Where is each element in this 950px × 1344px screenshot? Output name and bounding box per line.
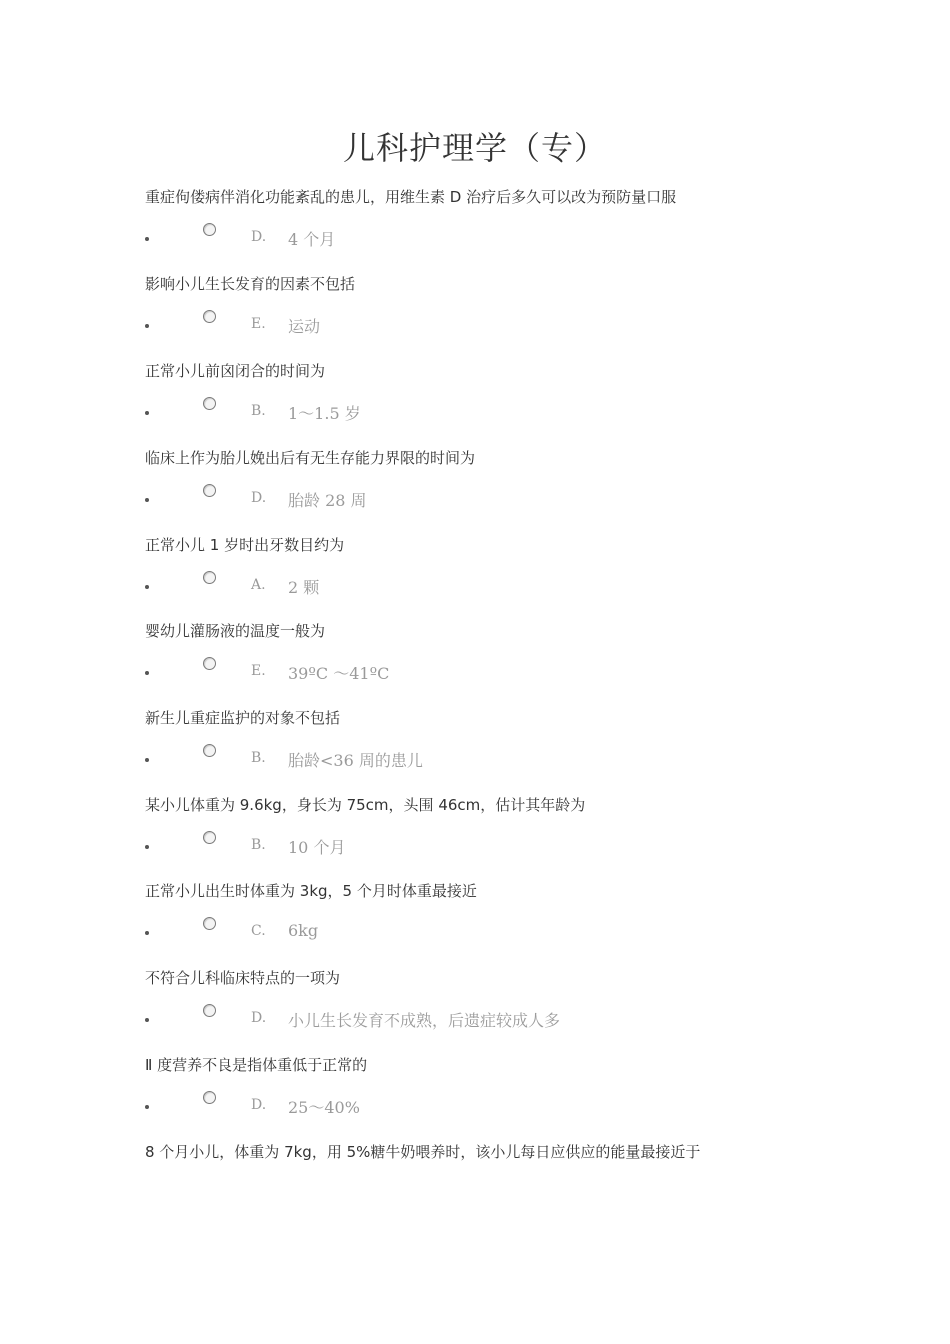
bullet-icon bbox=[145, 845, 149, 849]
option-letter: D. bbox=[251, 1010, 267, 1026]
question-item bbox=[145, 361, 845, 425]
bullet-icon bbox=[145, 671, 149, 675]
answer-option bbox=[145, 835, 845, 859]
answer-option bbox=[145, 575, 845, 599]
option-answer: 6kg bbox=[288, 921, 319, 940]
bullet-icon bbox=[145, 758, 149, 762]
question-text: 8 个月小儿，体重为 7kg，用 5%糖牛奶喂养时，该小儿每日应供应的能量最接近于 bbox=[145, 1143, 701, 1161]
option-letter: E. bbox=[251, 316, 266, 332]
question-item bbox=[145, 1142, 845, 1162]
option-letter: D. bbox=[251, 490, 267, 506]
radio-button-icon[interactable] bbox=[203, 657, 216, 670]
option-answer: 10 个月 bbox=[288, 838, 346, 857]
question-text: 正常小儿 1 岁时出牙数目约为 bbox=[145, 536, 345, 554]
bullet-icon bbox=[145, 931, 149, 935]
question-text: 正常小儿出生时体重为 3kg，5 个月时体重最接近 bbox=[145, 882, 477, 900]
answer-option bbox=[145, 921, 845, 945]
question-item bbox=[145, 621, 845, 685]
question-text: Ⅱ 度营养不良是指体重低于正常的 bbox=[145, 1056, 368, 1074]
question-item bbox=[145, 968, 845, 1032]
question-text: 婴幼儿灌肠液的温度一般为 bbox=[145, 622, 326, 640]
option-letter: B. bbox=[251, 403, 266, 419]
option-letter: D. bbox=[251, 229, 267, 245]
option-answer: 39ºC ～41ºC bbox=[288, 664, 390, 683]
answer-option bbox=[145, 1095, 845, 1119]
radio-button-icon[interactable] bbox=[203, 397, 216, 410]
answer-option bbox=[145, 401, 845, 425]
question-item bbox=[145, 881, 845, 945]
option-answer: 2 颗 bbox=[288, 578, 320, 597]
radio-button-icon[interactable] bbox=[203, 571, 216, 584]
radio-button-icon[interactable] bbox=[203, 310, 216, 323]
question-text: 正常小儿前囟闭合的时间为 bbox=[145, 362, 326, 380]
question-text: 重症佝偻病伴消化功能紊乱的患儿，用维生素 D 治疗后多久可以改为预防量口服 bbox=[145, 188, 677, 206]
bullet-icon bbox=[145, 585, 149, 589]
option-answer: 小儿生长发育不成熟，后遗症较成人多 bbox=[288, 1011, 561, 1030]
option-letter: D. bbox=[251, 1097, 267, 1113]
option-answer: 胎龄 28 周 bbox=[288, 491, 367, 510]
bullet-icon bbox=[145, 324, 149, 328]
option-letter: B. bbox=[251, 837, 266, 853]
radio-button-icon[interactable] bbox=[203, 1004, 216, 1017]
option-answer: 4 个月 bbox=[288, 230, 336, 249]
option-letter: E. bbox=[251, 663, 266, 679]
radio-button-icon[interactable] bbox=[203, 1091, 216, 1104]
radio-button-icon[interactable] bbox=[203, 484, 216, 497]
option-answer: 胎龄<36 周的患儿 bbox=[288, 751, 423, 770]
radio-button-icon[interactable] bbox=[203, 744, 216, 757]
question-item bbox=[145, 535, 845, 599]
question-text: 不符合儿科临床特点的一项为 bbox=[145, 969, 341, 987]
question-text: 临床上作为胎儿娩出后有无生存能力界限的时间为 bbox=[145, 449, 476, 467]
question-item bbox=[145, 274, 845, 338]
answer-option bbox=[145, 1008, 845, 1032]
question-text: 影响小儿生长发育的因素不包括 bbox=[145, 275, 356, 293]
radio-button-icon[interactable] bbox=[203, 831, 216, 844]
option-letter: B. bbox=[251, 750, 266, 766]
question-item bbox=[145, 448, 845, 512]
option-answer: 运动 bbox=[288, 317, 321, 336]
option-answer: 25～40% bbox=[288, 1098, 360, 1117]
question-item bbox=[145, 187, 845, 251]
answer-option bbox=[145, 227, 845, 251]
option-letter: C. bbox=[251, 923, 266, 939]
bullet-icon bbox=[145, 1018, 149, 1022]
question-text: 某小儿体重为 9.6kg，身长为 75cm，头围 46cm，估计其年龄为 bbox=[145, 796, 586, 814]
question-item bbox=[145, 1055, 845, 1119]
answer-option bbox=[145, 314, 845, 338]
answer-option bbox=[145, 748, 845, 772]
bullet-icon bbox=[145, 1105, 149, 1109]
answer-option bbox=[145, 661, 845, 685]
radio-button-icon[interactable] bbox=[203, 223, 216, 236]
bullet-icon bbox=[145, 498, 149, 502]
bullet-icon bbox=[145, 411, 149, 415]
bullet-icon bbox=[145, 237, 149, 241]
option-letter: A. bbox=[251, 577, 266, 593]
question-item bbox=[145, 708, 845, 772]
answer-option bbox=[145, 488, 845, 512]
question-text: 新生儿重症监护的对象不包括 bbox=[145, 709, 341, 727]
radio-button-icon[interactable] bbox=[203, 917, 216, 930]
option-answer: 1～1.5 岁 bbox=[288, 404, 361, 423]
question-item bbox=[145, 795, 845, 859]
page-title: 儿科护理学（专） bbox=[342, 129, 607, 167]
